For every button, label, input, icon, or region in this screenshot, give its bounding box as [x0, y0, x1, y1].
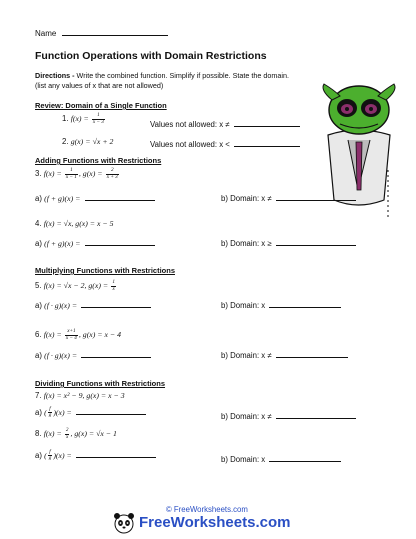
answer-field[interactable]	[276, 409, 356, 419]
question-4-part-b	[221, 236, 356, 248]
prompt-text: Values not allowed: x ≠	[150, 120, 230, 129]
part-label: b) Domain: x ≠	[221, 351, 272, 360]
function-expression: f(x) = √x − 2, g(x) =	[43, 281, 109, 291]
prompt-text: Values not allowed: x <	[150, 140, 230, 149]
expression: (f · g)(x) =	[44, 301, 78, 310]
part-label: b) Domain: x ≠	[221, 412, 272, 421]
function-label: f(x) =	[70, 114, 89, 124]
answer-field[interactable]	[85, 191, 155, 201]
expression: (x) =	[55, 408, 72, 417]
review-item-1-prompt	[150, 117, 300, 129]
directions-label: Directions -	[35, 71, 75, 80]
part-label: a)	[35, 408, 42, 417]
answer-field[interactable]	[234, 137, 300, 147]
footer-brand[interactable]: FreeWorksheets.com	[139, 514, 291, 531]
question-6-part-b	[221, 348, 348, 360]
question-8	[35, 428, 117, 440]
directions-line2: (list any values of x that are not allowed)	[35, 80, 164, 90]
fraction: $\frac{f}{g}$	[48, 448, 52, 462]
question-5	[35, 280, 117, 292]
item-number: 5.	[35, 281, 42, 291]
part-label: a)	[35, 451, 42, 460]
item-number: 4.	[35, 219, 42, 228]
function-expression: √x + 2	[92, 137, 114, 146]
question-4-part-a	[35, 236, 155, 248]
function-label: g(x) =	[70, 137, 91, 146]
review-heading: Review: Domain of a Single Function	[35, 101, 167, 110]
item-number: 7.	[35, 391, 42, 400]
review-item-1	[62, 113, 106, 125]
question-7-part-a: a) ( $\frac{f}{g}$ )(x) =	[35, 405, 146, 419]
answer-field[interactable]	[276, 191, 356, 201]
item-number: 6.	[35, 330, 42, 340]
name-label: Name	[35, 29, 57, 38]
function-expression: f(x) = x² − 9, g(x) = x − 3	[43, 391, 125, 400]
fraction: $\frac{x+1}{x - 4}$	[65, 328, 77, 341]
fraction: $\frac{f}{g}$	[48, 405, 52, 419]
part-label: a)	[35, 301, 42, 310]
function-label: f(x) =	[43, 330, 62, 340]
answer-field[interactable]	[269, 452, 341, 462]
function-expression: , g(x) = √x − 1	[70, 429, 117, 439]
answer-field[interactable]	[76, 448, 156, 458]
adding-heading: Adding Functions with Restrictions	[35, 156, 162, 165]
question-4	[35, 219, 114, 228]
fraction: $\frac{2}{x}$	[65, 427, 69, 440]
question-7-part-b	[221, 409, 356, 421]
answer-field[interactable]	[81, 298, 151, 308]
fraction: $\frac{1}{x}$	[112, 279, 115, 292]
answer-field[interactable]	[81, 348, 151, 358]
answer-field[interactable]	[276, 348, 348, 358]
page-title: Function Operations with Domain Restrictions	[35, 50, 267, 62]
expression: (f + g)(x) =	[44, 194, 81, 203]
directions-line1: Write the combined function. Simplify if possible. State the domain.	[76, 71, 289, 80]
function-label: f(x) =	[43, 429, 62, 439]
dividing-heading: Dividing Functions with Restrictions	[35, 379, 166, 388]
item-number: 8.	[35, 429, 42, 439]
function-label: f(x) =	[43, 169, 62, 179]
question-5-part-b	[221, 298, 341, 310]
name-row	[35, 26, 168, 38]
part-label: a)	[35, 239, 42, 248]
answer-field[interactable]	[269, 298, 341, 308]
question-8-part-b	[221, 452, 341, 464]
function-label: , g(x) =	[78, 169, 103, 179]
question-6-part-a	[35, 348, 151, 360]
answer-field[interactable]	[234, 117, 300, 127]
part-label: a)	[35, 194, 42, 203]
fraction: $\frac{1}{x - 1}$	[65, 167, 77, 180]
fraction: $\frac{1}{x - 3}$	[92, 112, 104, 125]
question-3	[35, 168, 120, 180]
part-label: b) Domain: x	[221, 301, 266, 310]
function-expression: , g(x) = x − 4	[78, 330, 122, 340]
part-label: a)	[35, 351, 42, 360]
fraction: $\frac{2}{x + 3}$	[106, 167, 118, 180]
review-item-2	[62, 137, 113, 146]
expression: (f + g)(x) =	[44, 239, 81, 248]
item-number: 1.	[62, 114, 69, 124]
question-8-part-a: a) ( $\frac{f}{g}$ )(x) =	[35, 448, 156, 462]
item-number: 2.	[62, 137, 69, 146]
question-3-part-a	[35, 191, 155, 203]
directions	[35, 71, 289, 90]
review-item-2-prompt	[150, 137, 300, 149]
question-5-part-a	[35, 298, 151, 310]
part-label: b) Domain: x ≥	[221, 239, 272, 248]
multiplying-heading: Multiplying Functions with Restrictions	[35, 266, 175, 275]
question-3-part-b	[221, 191, 356, 203]
item-number: 3.	[35, 169, 42, 179]
question-6	[35, 329, 121, 341]
function-expression: f(x) = √x, g(x) = x − 5	[43, 219, 114, 228]
question-7	[35, 391, 125, 400]
expression: (x) =	[55, 451, 72, 460]
answer-field[interactable]	[276, 236, 356, 246]
panda-logo-icon	[113, 512, 135, 534]
part-label: b) Domain: x	[221, 455, 266, 464]
answer-field[interactable]	[85, 236, 155, 246]
part-label: b) Domain: x ≠	[221, 194, 272, 203]
expression: (f · g)(x) =	[44, 351, 78, 360]
answer-field[interactable]	[76, 405, 146, 415]
name-field[interactable]	[62, 26, 168, 36]
footer-copyright[interactable]: © FreeWorksheets.com	[166, 505, 248, 514]
